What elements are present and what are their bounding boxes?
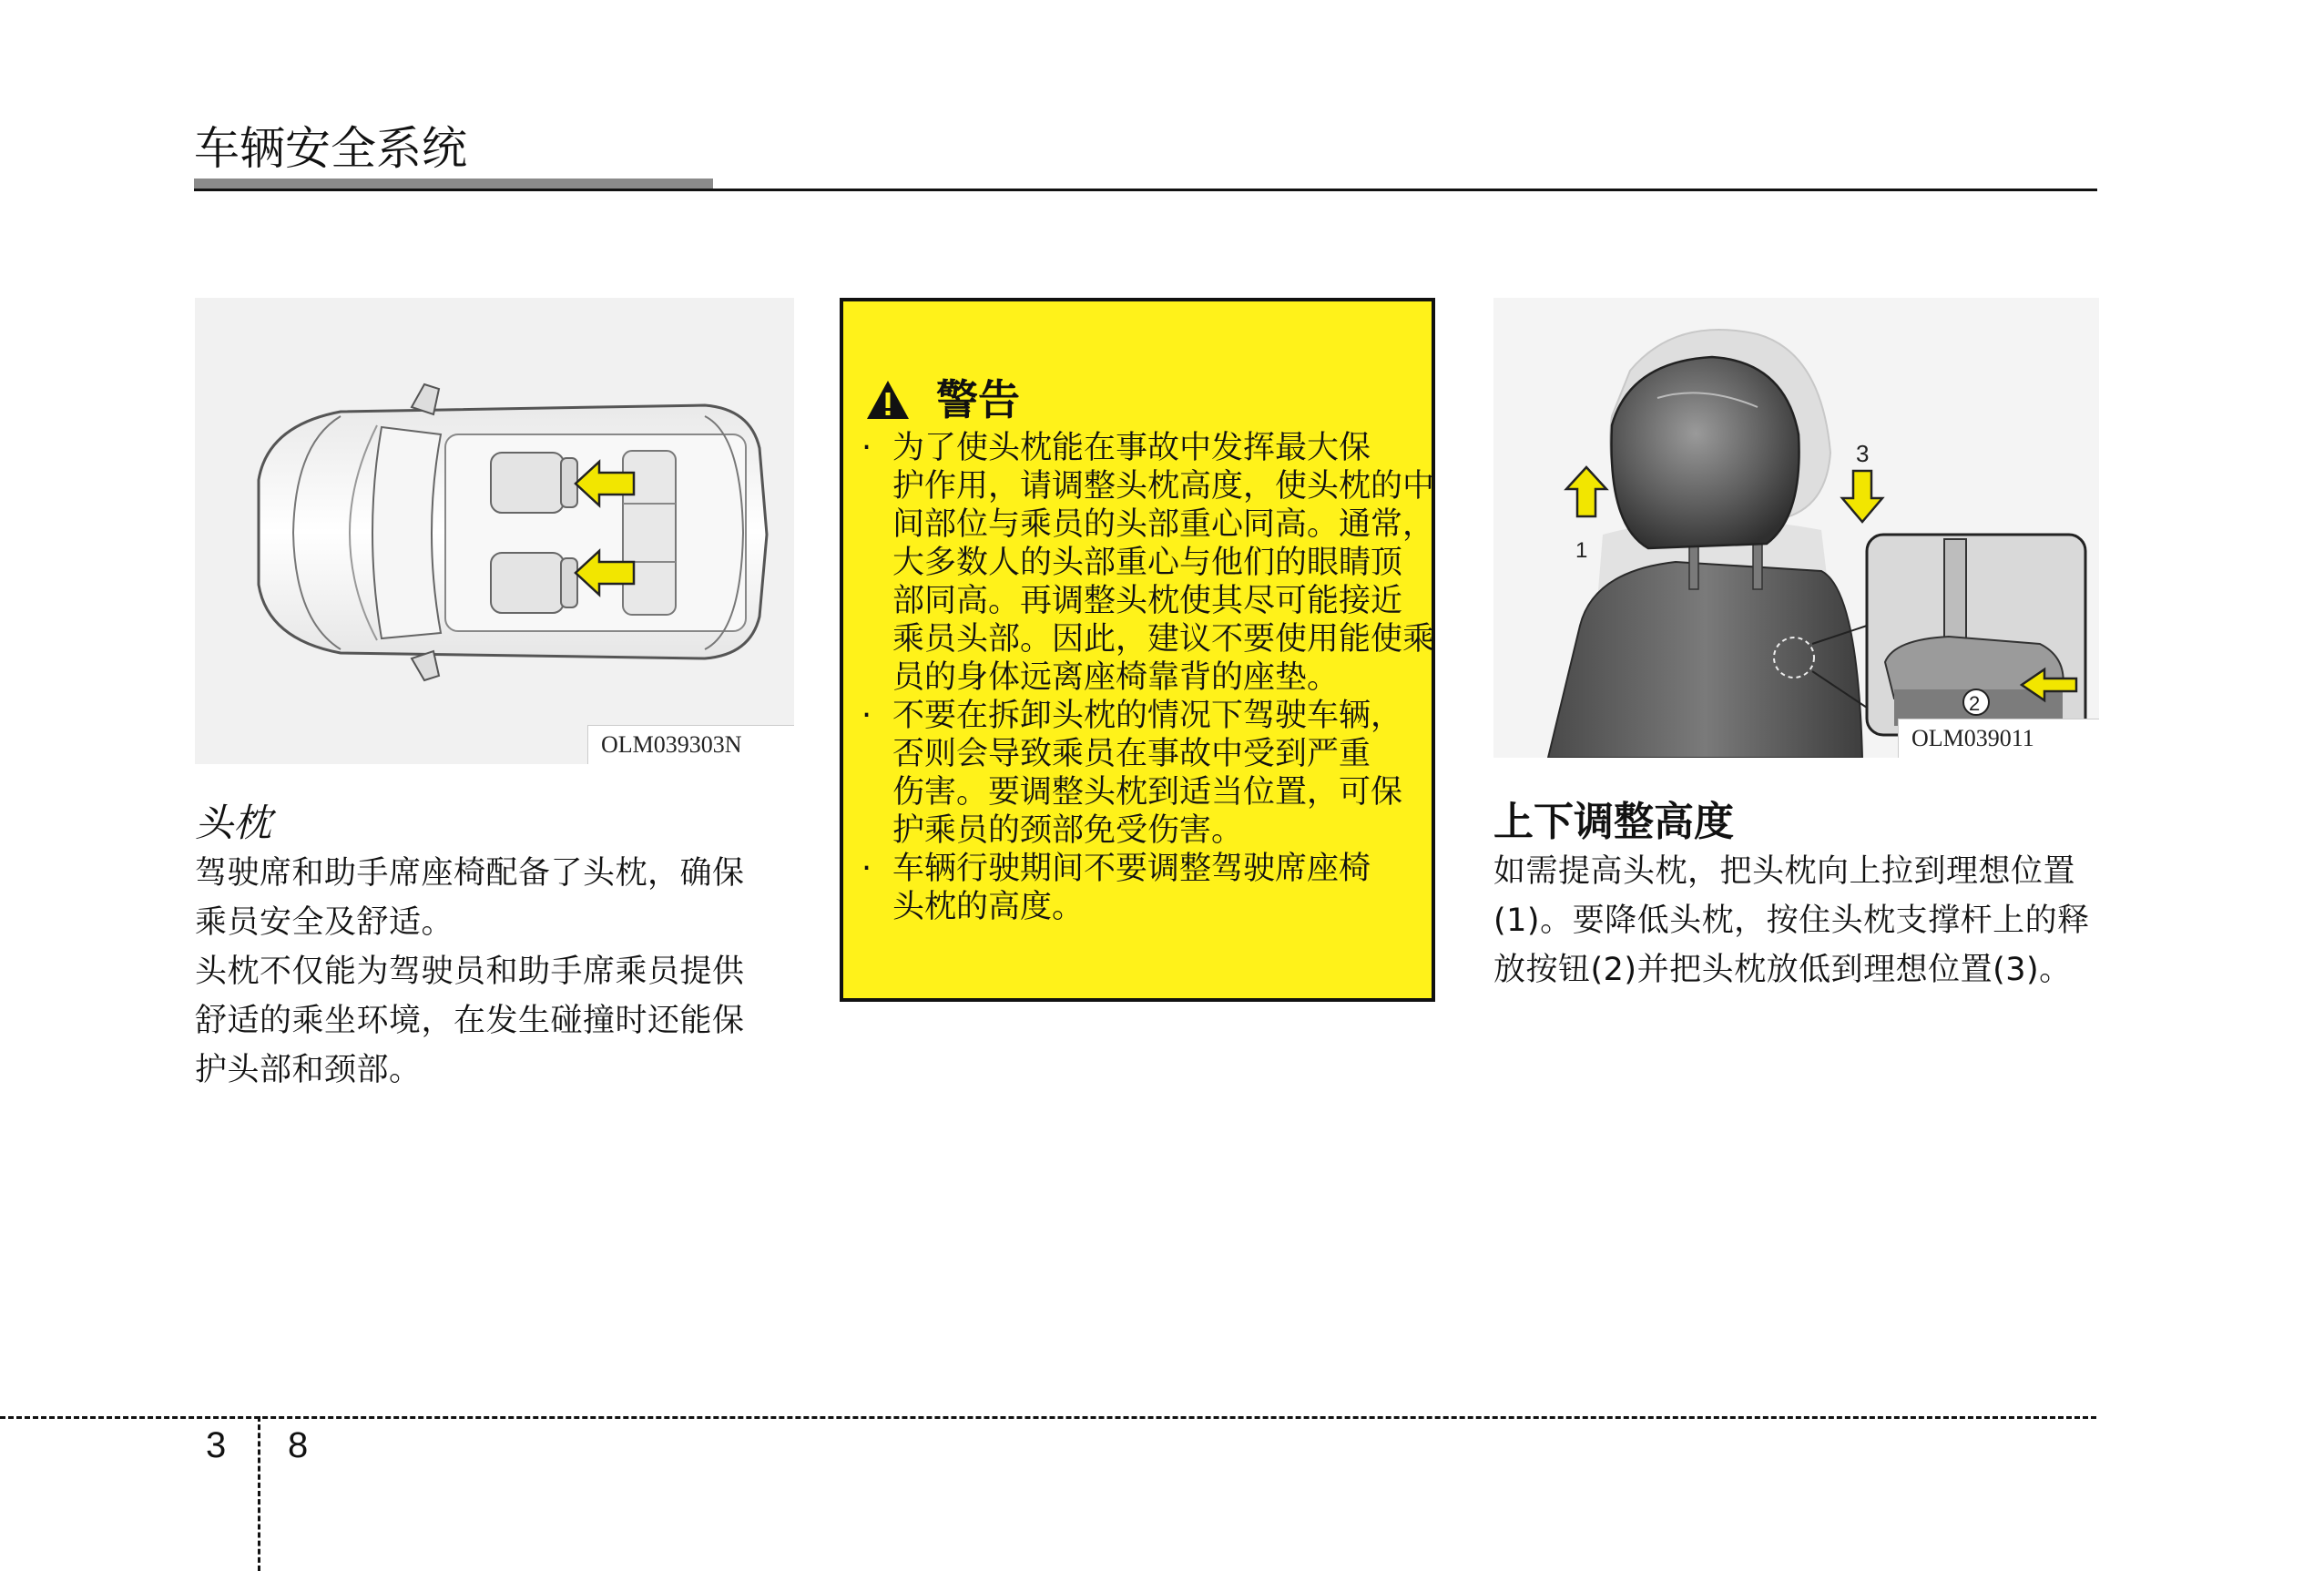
figure-car-top-view <box>195 298 794 764</box>
text-line: 护乘员的颈部免受伤害。 <box>892 812 1244 849</box>
warning-item <box>858 850 1432 926</box>
callout-2: 2 <box>1969 692 1981 715</box>
text-line: 舒适的乘坐环境，在发生碰撞时还能保 <box>195 1003 745 1039</box>
headrest-heading: 头枕 <box>195 801 272 845</box>
footer-divider <box>258 1416 260 1571</box>
headrest-paragraph-2 <box>195 947 803 1095</box>
text-line: 护头部和颈部。 <box>195 1052 422 1088</box>
text-line: 放按钮(2)并把头枕放低到理想位置(3)。 <box>1493 952 2072 988</box>
warning-list <box>858 429 1435 926</box>
text-line: 乘员头部。因此，建议不要使用能使乘 <box>892 621 1435 658</box>
text-line: 车辆行驶期间不要调整驾驶席座椅 <box>892 851 1371 887</box>
page-section-number: 3 <box>206 1425 227 1465</box>
bullet-mark: · <box>861 851 872 887</box>
bullet-mark: · <box>861 698 872 734</box>
text-line: 否则会导致乘员在事故中受到严重 <box>892 736 1371 772</box>
text-line: 间部位与乘员的头部重心同高。通常， <box>892 506 1435 543</box>
figure-code: OLM039011 <box>1898 719 2099 758</box>
adjust-height-heading: 上下调整高度 <box>1493 799 1734 845</box>
bullet-mark: · <box>861 430 872 466</box>
text-line: 头枕的高度。 <box>892 889 1085 925</box>
figure-code: OLM039303N <box>587 725 794 764</box>
callout-3: 3 <box>1856 440 1870 467</box>
text-line: 驾驶席和助手席座椅配备了头枕，确保 <box>195 855 745 892</box>
text-line: 部同高。再调整头枕使其尽可能接近 <box>892 583 1403 619</box>
text-line: 头枕不仅能为驾驶员和助手席乘员提供 <box>195 954 745 990</box>
text-line: (1)。要降低头枕，按住头枕支撑杆上的释 <box>1493 903 2090 939</box>
text-line: 乘员安全及舒适。 <box>195 904 454 941</box>
text-line: 不要在拆卸头枕的情况下驾驶车辆， <box>892 698 1403 734</box>
callout-1: 1 <box>1575 538 1588 563</box>
car-top-view-illustration <box>195 298 794 764</box>
headrest-paragraph-1 <box>195 849 803 947</box>
text-line: 护作用，请调整头枕高度，使头枕的中 <box>892 468 1435 505</box>
page-number: 8 <box>288 1425 309 1465</box>
figure-headrest-adjustment <box>1493 298 2099 758</box>
warning-title: 警告 <box>936 375 1020 424</box>
headrest-adjustment-illustration <box>1493 298 2099 758</box>
warning-item <box>858 697 1432 850</box>
text-line: 伤害。要调整头枕到适当位置，可保 <box>892 774 1403 811</box>
warning-header <box>865 372 1020 427</box>
warning-triangle-icon <box>865 379 911 421</box>
footer-rule <box>0 1416 2096 1419</box>
text-line: 大多数人的头部重心与他们的眼睛顶 <box>892 545 1403 581</box>
adjust-height-paragraph <box>1493 847 2105 995</box>
text-line: 为了使头枕能在事故中发挥最大保 <box>892 430 1371 466</box>
header-rule <box>194 189 2097 191</box>
warning-item <box>858 429 1435 697</box>
text-line: 如需提高头枕，把头枕向上拉到理想位置 <box>1493 853 2076 890</box>
text-line: 员的身体远离座椅靠背的座垫。 <box>892 659 1340 696</box>
warning-box <box>840 298 1435 1002</box>
section-title: 车辆安全系统 <box>194 122 467 175</box>
